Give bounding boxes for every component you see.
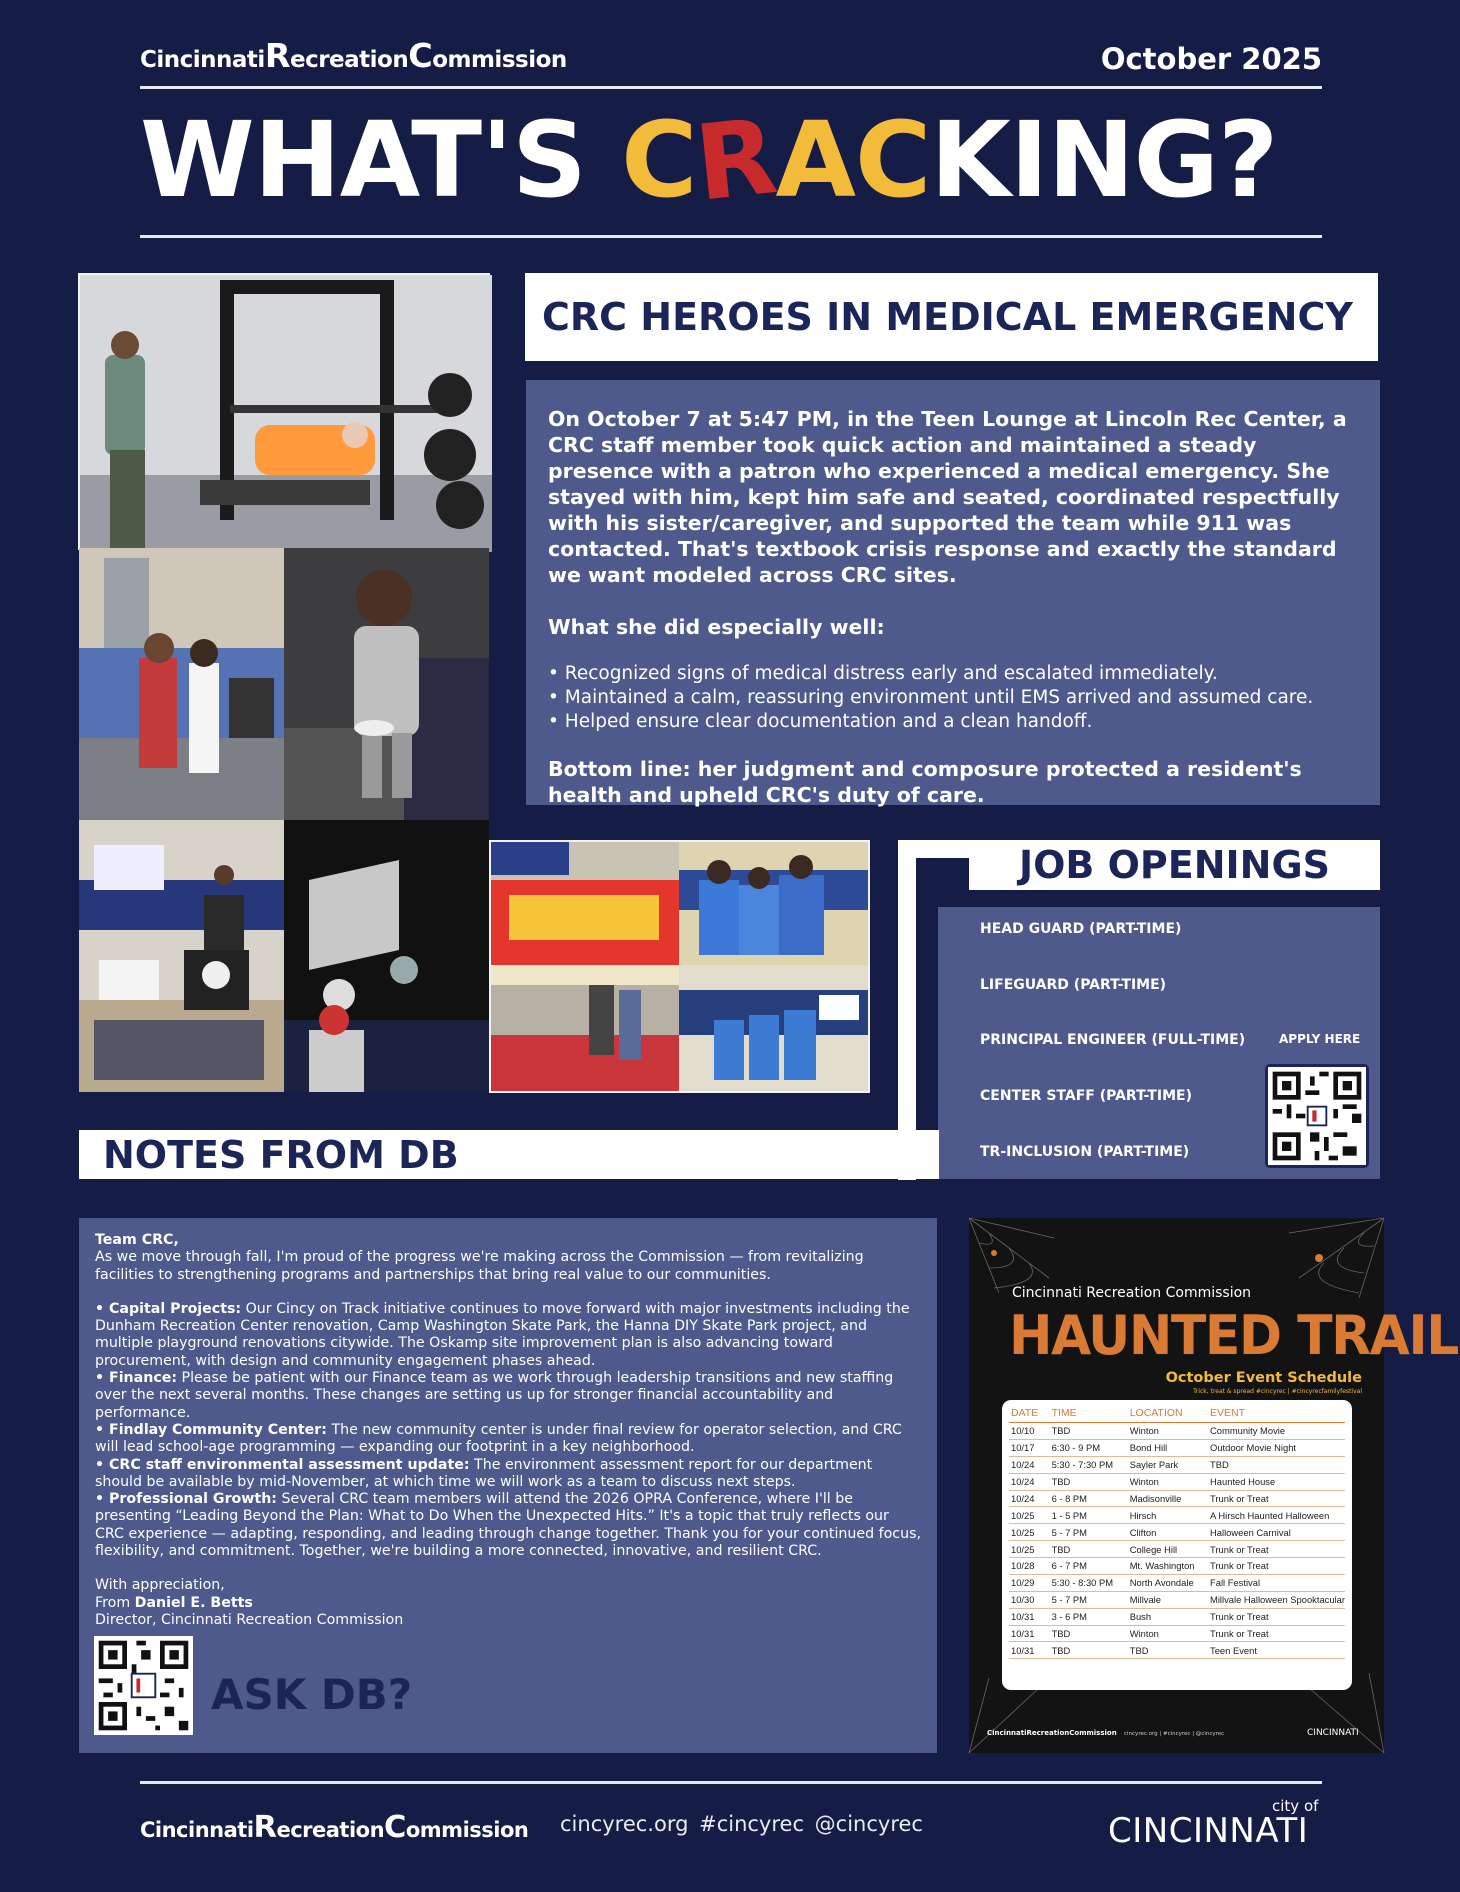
collage-border [489, 840, 870, 1093]
apply-here-label[interactable]: APPLY HERE [1279, 1032, 1361, 1046]
table-cell: Fall Festival [1208, 1574, 1345, 1591]
notes-item: • Professional Growth: Several CRC team members will attend the 2026 OPRA Conference, where I'll be presenting “Leading Beyond the Plan: What to Do When the Unexpected Hits.” It's a topic that truly reflects our CRC experience — adapting, responding, and leading through change together. Thank you for your continued focus, flexibility, and commitment. Together, we're building a more connected, innovative, and resilient CRC. [95, 1491, 921, 1560]
hero-heading: CRC HEROES IN MEDICAL EMERGENCY [525, 273, 1378, 361]
table-cell: 10/17 [1009, 1439, 1050, 1456]
table-cell: College Hill [1128, 1541, 1208, 1558]
poster-org: Cincinnati Recreation Commission [1012, 1285, 1252, 1301]
table-cell: 10/25 [1009, 1524, 1050, 1541]
table-cell: TBD [1050, 1642, 1128, 1659]
footer-rule [140, 1781, 1322, 1784]
column-header: EVENT [1208, 1404, 1345, 1423]
table-cell: 6:30 - 9 PM [1050, 1439, 1128, 1456]
job-item[interactable]: PRINCIPAL ENGINEER (FULL-TIME) [980, 1032, 1246, 1048]
job-item[interactable]: CENTER STAFF (PART-TIME) [980, 1088, 1192, 1104]
photo-child-plate [284, 548, 489, 820]
column-header: TIME [1050, 1404, 1128, 1423]
table-header-row [1009, 1404, 1345, 1423]
ask-db-qr-code[interactable] [94, 1636, 193, 1735]
table-cell: TBD [1050, 1541, 1128, 1558]
table-row [1009, 1625, 1345, 1642]
hero-paragraph: On October 7 at 5:47 PM, in the Teen Lounge at Lincoln Rec Center, a CRC staff member took quick action and maintained a steady presence with a patron who experienced a medical emergency. She stayed with him, kept him safe and seated, coordinated respectfully with his sister/caregiver, and supported the team while 911 was contacted. That's textbook crisis response and exactly the standard we want modeled across CRC sites. [548, 407, 1347, 587]
table-row [1009, 1541, 1345, 1558]
table-cell: 3 - 6 PM [1050, 1608, 1128, 1625]
poster-footer-links: cincyrec.org | #cincyrec | @cincyrec [1124, 1731, 1225, 1737]
table-cell: 5:30 - 7:30 PM [1050, 1456, 1128, 1473]
notes-signoff: With appreciation, [95, 1577, 225, 1594]
table-cell: North Avondale [1128, 1574, 1208, 1591]
table-row [1009, 1524, 1345, 1541]
header-rule-bottom [140, 235, 1322, 238]
table-cell: Madisonville [1128, 1490, 1208, 1507]
table-cell: TBD [1050, 1473, 1128, 1490]
photo-kids-party [79, 548, 284, 820]
photo-presentation [79, 820, 284, 1092]
table-cell: Outdoor Movie Night [1208, 1439, 1345, 1456]
footer-city-logo: CINCINNATI [1108, 1811, 1309, 1851]
job-openings-heading: JOB OPENINGS [969, 840, 1380, 890]
table-cell: 10/30 [1009, 1591, 1050, 1608]
column-header: DATE [1009, 1404, 1050, 1423]
table-cell: Sayler Park [1128, 1456, 1208, 1473]
table-cell: Winton [1128, 1423, 1208, 1440]
poster-title: HAUNTED TRAIL [1009, 1304, 1458, 1368]
table-row [1009, 1456, 1345, 1473]
table-cell: Haunted House [1208, 1473, 1345, 1490]
table-cell: A Hirsch Haunted Halloween [1208, 1507, 1345, 1524]
notes-greeting: Team CRC, [95, 1232, 179, 1248]
table-row [1009, 1473, 1345, 1490]
table-row [1009, 1591, 1345, 1608]
table-cell: Trunk or Treat [1208, 1490, 1345, 1507]
hero-bottom-line: Bottom line: her judgment and composure protected a resident's health and upheld CRC's duty of care. [548, 757, 1302, 807]
table-cell: 10/25 [1009, 1507, 1050, 1524]
table-cell: Trunk or Treat [1208, 1625, 1345, 1642]
notes-title: Director, Cincinnati Recreation Commission [95, 1611, 404, 1628]
table-cell: Mt. Washington [1128, 1558, 1208, 1575]
notes-item: • CRC staff environmental assessment update: The environment assessment report for our department should be available by mid-November, at which time we will work as a team to discuss next steps. [95, 1456, 873, 1490]
ask-db-label[interactable]: ASK DB? [211, 1670, 413, 1719]
photo-weight-room [78, 273, 490, 550]
table-row [1009, 1439, 1345, 1456]
header-rule-top [140, 86, 1322, 89]
table-cell: Bond Hill [1128, 1439, 1208, 1456]
table-cell: 10/10 [1009, 1423, 1050, 1440]
hero-bullet: • Recognized signs of medical distress early and escalated immediately. [548, 663, 1218, 684]
poster-schedule-label: October Event Schedule [1165, 1370, 1362, 1386]
hero-bullets [548, 662, 1358, 734]
table-cell: TBD [1050, 1423, 1128, 1440]
poster-tagline: Trick, treat & spread #cincyrec | #cincyrecfamilyfestival [1193, 1388, 1362, 1395]
table-cell: 6 - 7 PM [1050, 1558, 1128, 1575]
hero-bullet: • Maintained a calm, reassuring environment until EMS arrived and assumed care. [548, 687, 1314, 708]
table-cell: TBD [1050, 1625, 1128, 1642]
table-row [1009, 1574, 1345, 1591]
footer-links[interactable]: cincyrec.org #cincyrec @cincyrec [560, 1812, 923, 1836]
table-cell: Millvale [1128, 1591, 1208, 1608]
footer-logo: CincinnatiRecreationCommission [140, 1810, 529, 1845]
table-cell: 10/25 [1009, 1541, 1050, 1558]
job-openings-panel [938, 907, 1380, 1179]
notes-item: • Findlay Community Center: The new community center is under final review for operator selection, and CRC will lead school-age programming — expanding our footprint in a key neighborhood. [95, 1421, 902, 1456]
notes-item: • Finance: Please be patient with our Finance team as we work through leadership transitions and new staffing over the next several months. These changes are setting us up for stronger financial accountability and performance. [95, 1370, 894, 1421]
newsletter-title: WHAT'S CRACKING? [140, 95, 1278, 225]
notes-intro: As we move through fall, I'm proud of the progress we're making across the Commission — from revitalizing facilities to strengthening programs and partnerships that bring real value to our communities. [95, 1249, 864, 1283]
table-row [1009, 1608, 1345, 1625]
poster-footer-city: CINCINNATI [1307, 1728, 1359, 1738]
table-row [1009, 1507, 1345, 1524]
photo-movie-night [284, 820, 489, 1092]
notes-heading: NOTES FROM DB [79, 1130, 939, 1179]
job-item[interactable]: TR-INCLUSION (PART-TIME) [980, 1144, 1190, 1160]
table-cell: 10/28 [1009, 1558, 1050, 1575]
table-cell: Winton [1128, 1473, 1208, 1490]
table-cell: Bush [1128, 1608, 1208, 1625]
footer-city-of: city of [1272, 1797, 1319, 1815]
table-cell: 1 - 5 PM [1050, 1507, 1128, 1524]
table-cell: 10/31 [1009, 1625, 1050, 1642]
table-row [1009, 1558, 1345, 1575]
job-item[interactable]: LIFEGUARD (PART-TIME) [980, 977, 1167, 993]
notes-item: • Capital Projects: Our Cincy on Track initiative continues to move forward with major investments including the Dunham Recreation Center renovation, Camp Washington Skate Park, the Hanna DIY Skate Park project, and multiple playground renovations citywide. The Oskamp site improvement plan is also advancing toward procurement, with design and community engagement phases ahead. [95, 1300, 910, 1369]
table-row [1009, 1423, 1345, 1440]
table-cell: Trunk or Treat [1208, 1608, 1345, 1625]
table-row [1009, 1642, 1345, 1659]
table-cell: 10/29 [1009, 1574, 1050, 1591]
table-cell: Winton [1128, 1625, 1208, 1642]
table-cell: TBD [1208, 1456, 1345, 1473]
haunted-trail-poster [969, 1218, 1458, 1753]
table-cell: Millvale Halloween Spooktacular [1208, 1591, 1345, 1608]
table-cell: TBD [1128, 1642, 1208, 1659]
table-row [1009, 1490, 1345, 1507]
hero-bullet: • Helped ensure clear documentation and a clean handoff. [548, 711, 1093, 732]
table-cell: 5:30 - 8:30 PM [1050, 1574, 1128, 1591]
header-logo: CincinnatiRecreationCommission [140, 36, 567, 75]
table-cell: 6 - 8 PM [1050, 1490, 1128, 1507]
table-cell: Hirsch [1128, 1507, 1208, 1524]
hero-panel [526, 380, 1380, 805]
issue-date: October 2025 [1100, 42, 1322, 76]
poster-footer-logo: CincinnatiRecreationCommission [987, 1729, 1117, 1737]
apply-qr-code[interactable] [1265, 1064, 1369, 1168]
table-cell: Community Movie [1208, 1423, 1345, 1440]
table-cell: 10/24 [1009, 1473, 1050, 1490]
table-cell: Trunk or Treat [1208, 1558, 1345, 1575]
table-cell: 5 - 7 PM [1050, 1591, 1128, 1608]
event-schedule-table [1002, 1400, 1352, 1690]
table-cell: 10/24 [1009, 1456, 1050, 1473]
job-item[interactable]: HEAD GUARD (PART-TIME) [980, 921, 1182, 937]
table-cell: Halloween Carnival [1208, 1524, 1345, 1541]
table-cell: 5 - 7 PM [1050, 1524, 1128, 1541]
table-cell: Clifton [1128, 1524, 1208, 1541]
table-cell: 10/31 [1009, 1608, 1050, 1625]
table-cell: 10/31 [1009, 1642, 1050, 1659]
table-cell: 10/24 [1009, 1490, 1050, 1507]
hero-subheading: What she did especially well: [548, 615, 885, 639]
notes-panel [79, 1218, 937, 1753]
notes-from: From Daniel E. Betts [95, 1594, 253, 1611]
table-cell: Trunk or Treat [1208, 1541, 1345, 1558]
column-header: LOCATION [1128, 1404, 1208, 1423]
table-cell: Teen Event [1208, 1642, 1345, 1659]
